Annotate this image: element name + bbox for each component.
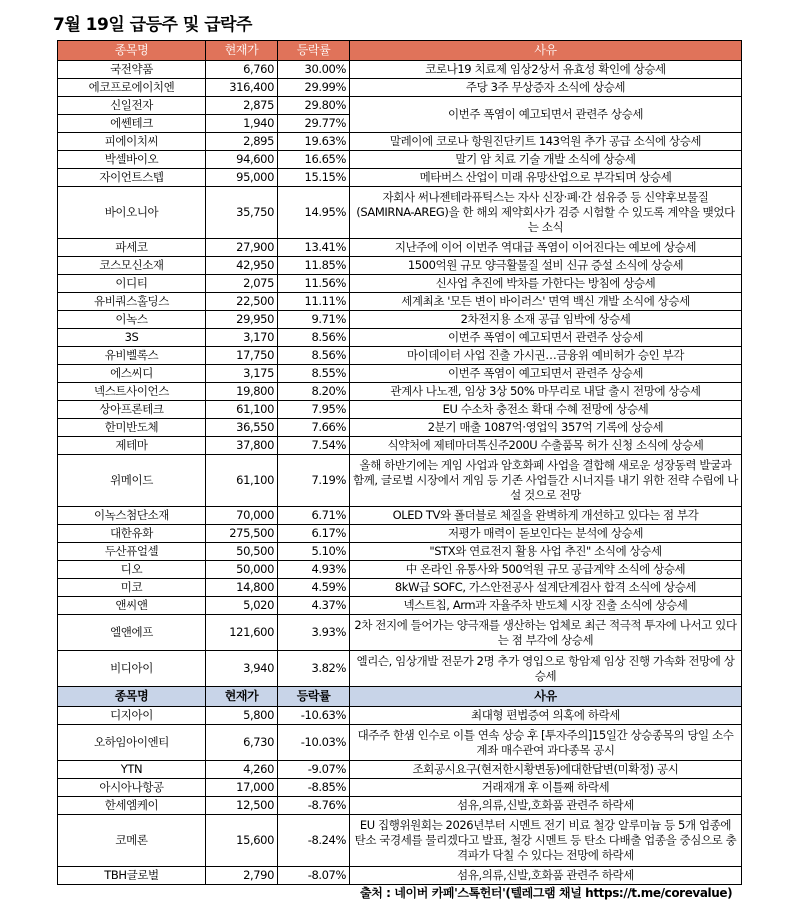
change-rate: -8.07% [278,867,350,885]
change-rate: -10.63% [278,707,350,725]
stock-name: 자이언트스텝 [58,169,206,187]
table-row [58,579,742,597]
table-row [58,383,742,401]
current-price: 95,000 [206,169,278,187]
current-price: 61,100 [206,401,278,419]
stock-name: 디지아이 [58,707,206,725]
reason: 신사업 추진에 박차를 가한다는 방침에 상승세 [350,275,742,293]
stock-name: 비디아이 [58,651,206,687]
stock-name: 미코 [58,579,206,597]
current-price: 2,875 [206,97,278,115]
change-rate: 8.55% [278,365,350,383]
current-price: 17,000 [206,779,278,797]
table-row [58,293,742,311]
reason: 2차전지용 소재 공급 임박에 상승세 [350,311,742,329]
reason: 이번주 폭염이 예고되면서 관련주 상승세 [350,329,742,347]
stock-name: 코메론 [58,815,206,867]
current-price: 3,175 [206,365,278,383]
change-rate: 16.65% [278,151,350,169]
stock-name: 이디티 [58,275,206,293]
table-row [58,311,742,329]
table-row [58,761,742,779]
reason: 말레이에 코로나 항원진단키트 143억원 추가 공급 소식에 상승세 [350,133,742,151]
losers-header-row [58,687,742,707]
current-price: 70,000 [206,507,278,525]
change-rate: 6.71% [278,507,350,525]
change-rate: 9.71% [278,311,350,329]
change-rate: -8.76% [278,797,350,815]
reason: 中 온라인 유통사와 500억원 규모 공급계약 소식에 상승세 [350,561,742,579]
table-row [58,651,742,687]
table-row [58,543,742,561]
current-price: 36,550 [206,419,278,437]
table-row [58,779,742,797]
change-rate: -10.03% [278,725,350,761]
table-row [58,419,742,437]
current-price: 27,900 [206,239,278,257]
table-row [58,437,742,455]
current-price: 4,260 [206,761,278,779]
change-rate: 7.95% [278,401,350,419]
stock-name: 에코프로에이치엔 [58,79,206,97]
table-row [58,725,742,761]
header-name: 종목명 [58,687,206,707]
reason: 2분기 매출 1087억·영업익 357억 기록에 상승세 [350,419,742,437]
change-rate: 29.80% [278,97,350,115]
reason: 코로나19 치료제 임상2상서 유효성 확인에 상승세 [350,61,742,79]
table-row [58,707,742,725]
reason: 자회사 써나젠테라퓨틱스는 자사 신장·폐·간 섬유증 등 신약후보물질 (SAMIRNA-AREG)을 한 해외 제약회사가 검증 시험할 수 있도록 계약을 맺었다는 소식 [350,187,742,239]
reason: 거래재개 후 이틀째 하락세 [350,779,742,797]
current-price: 5,020 [206,597,278,615]
table-row [58,329,742,347]
reason: 섬유,의류,신발,호화품 관련주 하락세 [350,867,742,885]
table-row [58,133,742,151]
stock-name: 피에이치씨 [58,133,206,151]
gainers-header-row [58,41,742,61]
change-rate: 4.37% [278,597,350,615]
change-rate: 11.85% [278,257,350,275]
header-name: 종목명 [58,41,206,61]
header-change: 등락률 [278,41,350,61]
change-rate: 3.93% [278,615,350,651]
reason: 대주주 한샘 인수로 이틀 연속 상승 후 [투자주의]15일간 상승종목의 당일 소수계좌 매수관여 과다종목 공시 [350,725,742,761]
header-reason: 사유 [350,41,742,61]
change-rate: 19.63% [278,133,350,151]
current-price: 2,790 [206,867,278,885]
table-row [58,455,742,507]
change-rate: 8.56% [278,329,350,347]
current-price: 35,750 [206,187,278,239]
reason: 식약처에 제테마더톡신주200U 수출품목 허가 신청 소식에 상승세 [350,437,742,455]
stock-name: 박셀바이오 [58,151,206,169]
current-price: 42,950 [206,257,278,275]
change-rate: 6.17% [278,525,350,543]
stock-name: 국전약품 [58,61,206,79]
header-change: 등락률 [278,687,350,707]
current-price: 121,600 [206,615,278,651]
current-price: 1,940 [206,115,278,133]
reason: 이번주 폭염이 예고되면서 관련주 상승세 [350,97,742,133]
table-row [58,61,742,79]
table-row [58,797,742,815]
change-rate: 3.82% [278,651,350,687]
current-price: 275,500 [206,525,278,543]
stock-name: 유비벨록스 [58,347,206,365]
reason: 관계사 나노젠, 임상 3상 50% 마무리로 내달 출시 전망에 상승세 [350,383,742,401]
stock-name: 신일전자 [58,97,206,115]
reason: EU 집행위원회는 2026년부터 시멘트 전기 비료 철강 알루미늄 등 5개 업종에 탄소 국경세를 물리겠다고 발표, 철강 시멘트 등 탄소 다배출 업종을 중심으로 충격파가 닥칠 수 있다는 전망에 하락세 [350,815,742,867]
stock-name: 제테마 [58,437,206,455]
stock-name: 한미반도체 [58,419,206,437]
stock-name: 유비쿼스홀딩스 [58,293,206,311]
change-rate: 4.59% [278,579,350,597]
current-price: 3,940 [206,651,278,687]
stock-name: 앤씨앤 [58,597,206,615]
reason: 넥스트칩, Arm과 자율주차 반도체 시장 진출 소식에 상승세 [350,597,742,615]
current-price: 19,800 [206,383,278,401]
stock-name: 이녹스 [58,311,206,329]
reason: 올해 하반기에는 게임 사업과 암호화폐 사업을 결합해 새로운 성장동력 발굴과 함께, 글로벌 시장에서 게임 등 기존 사업들간 시너지를 내기 위한 전략 수립에 나설 것으로 전망 [350,455,742,507]
table-row [58,561,742,579]
current-price: 6,730 [206,725,278,761]
stock-name: 3S [58,329,206,347]
stock-name: 코스모신소재 [58,257,206,275]
stock-name: 대한유화 [58,525,206,543]
change-rate: 7.19% [278,455,350,507]
reason: 8kW급 SOFC, 가스안전공사 설계단계검사 합격 소식에 상승세 [350,579,742,597]
table-row [58,615,742,651]
change-rate: -8.85% [278,779,350,797]
stock-name: 에스씨디 [58,365,206,383]
change-rate: 8.56% [278,347,350,365]
table-row [58,525,742,543]
table-row [58,187,742,239]
reason: 메타버스 산업이 미래 유망산업으로 부각되며 상승세 [350,169,742,187]
table-row [58,347,742,365]
stock-name: 두산퓨얼셀 [58,543,206,561]
header-reason: 사유 [350,687,742,707]
stock-name: YTN [58,761,206,779]
reason: "STX와 연료전지 활용 사업 추진" 소식에 상승세 [350,543,742,561]
stock-name: 이녹스첨단소재 [58,507,206,525]
reason: 저평가 매력이 돋보인다는 분석에 상승세 [350,525,742,543]
table-row [58,151,742,169]
change-rate: 14.95% [278,187,350,239]
table-row [58,239,742,257]
current-price: 6,760 [206,61,278,79]
change-rate: 15.15% [278,169,350,187]
table-row [58,507,742,525]
page-title: 7월 19일 급등주 및 급락주 [53,15,252,35]
stock-name: 위메이드 [58,455,206,507]
stock-name: 바이오니아 [58,187,206,239]
current-price: 316,400 [206,79,278,97]
current-price: 22,500 [206,293,278,311]
current-price: 37,800 [206,437,278,455]
table-row [58,815,742,867]
stock-name: 파세코 [58,239,206,257]
current-price: 3,170 [206,329,278,347]
change-rate: 7.54% [278,437,350,455]
current-price: 29,950 [206,311,278,329]
change-rate: 8.20% [278,383,350,401]
table-row [58,275,742,293]
change-rate: -9.07% [278,761,350,779]
current-price: 2,075 [206,275,278,293]
table-row [58,401,742,419]
change-rate: 4.93% [278,561,350,579]
stock-name: 엘앤에프 [58,615,206,651]
current-price: 61,100 [206,455,278,507]
current-price: 15,600 [206,815,278,867]
current-price: 2,895 [206,133,278,151]
source-note: 출처 : 네이버 카페'스톡헌터'(텔레그램 채널 https://t.me/corevalue) [360,886,733,900]
stock-name: 아시아나항공 [58,779,206,797]
change-rate: 13.41% [278,239,350,257]
stock-name: 에쎈테크 [58,115,206,133]
reason: 엘리슨, 임상개발 전문가 2명 추가 영입으로 항암제 임상 진행 가속화 전망에 상승세 [350,651,742,687]
current-price: 50,000 [206,561,278,579]
header-price: 현재가 [206,41,278,61]
table-row [58,97,742,115]
reason: 지난주에 이어 이번주 역대급 폭염이 이어진다는 예보에 상승세 [350,239,742,257]
reason: 말기 암 치료 기술 개발 소식에 상승세 [350,151,742,169]
current-price: 12,500 [206,797,278,815]
current-price: 17,750 [206,347,278,365]
change-rate: 7.66% [278,419,350,437]
reason: EU 수소차 충전소 확대 수혜 전망에 상승세 [350,401,742,419]
current-price: 50,500 [206,543,278,561]
change-rate: 29.77% [278,115,350,133]
current-price: 14,800 [206,579,278,597]
reason: 조회공시요구(현저한시황변동)에대한답변(미확정) 공시 [350,761,742,779]
reason: OLED TV와 폴더블로 체질을 완벽하게 개선하고 있다는 점 부각 [350,507,742,525]
reason: 주당 3주 무상증자 소식에 상승세 [350,79,742,97]
table-row [58,79,742,97]
table-row [58,867,742,885]
change-rate: 11.11% [278,293,350,311]
stock-name: 한세엠케이 [58,797,206,815]
change-rate: 5.10% [278,543,350,561]
table-row [58,257,742,275]
gainers-table [57,40,742,687]
change-rate: 30.00% [278,61,350,79]
reason: 이번주 폭염이 예고되면서 관련주 상승세 [350,365,742,383]
reason: 1500억원 규모 양극활물질 설비 신규 증설 소식에 상승세 [350,257,742,275]
table-row [58,597,742,615]
table-row [58,365,742,383]
table-row [58,169,742,187]
reason: 세계최초 '모든 변이 바이러스' 면역 백신 개발 소식에 상승세 [350,293,742,311]
stock-name: 상아프론테크 [58,401,206,419]
reason: 마이데이터 사업 진출 가시권…금융위 예비허가 승인 부각 [350,347,742,365]
losers-table [57,686,742,885]
current-price: 5,800 [206,707,278,725]
current-price: 94,600 [206,151,278,169]
stock-name: 넥스트사이언스 [58,383,206,401]
header-price: 현재가 [206,687,278,707]
stock-name: 오하임아이엔티 [58,725,206,761]
stock-name: TBH글로벌 [58,867,206,885]
reason: 최대형 편법증여 의혹에 하락세 [350,707,742,725]
change-rate: -8.24% [278,815,350,867]
change-rate: 29.99% [278,79,350,97]
reason: 섬유,의류,신발,호화품 관련주 하락세 [350,797,742,815]
reason: 2차 전지에 들어가는 양극재를 생산하는 업체로 최근 적극적 투자에 나서고 있다는 점 부각에 상승세 [350,615,742,651]
change-rate: 11.56% [278,275,350,293]
stock-name: 디오 [58,561,206,579]
